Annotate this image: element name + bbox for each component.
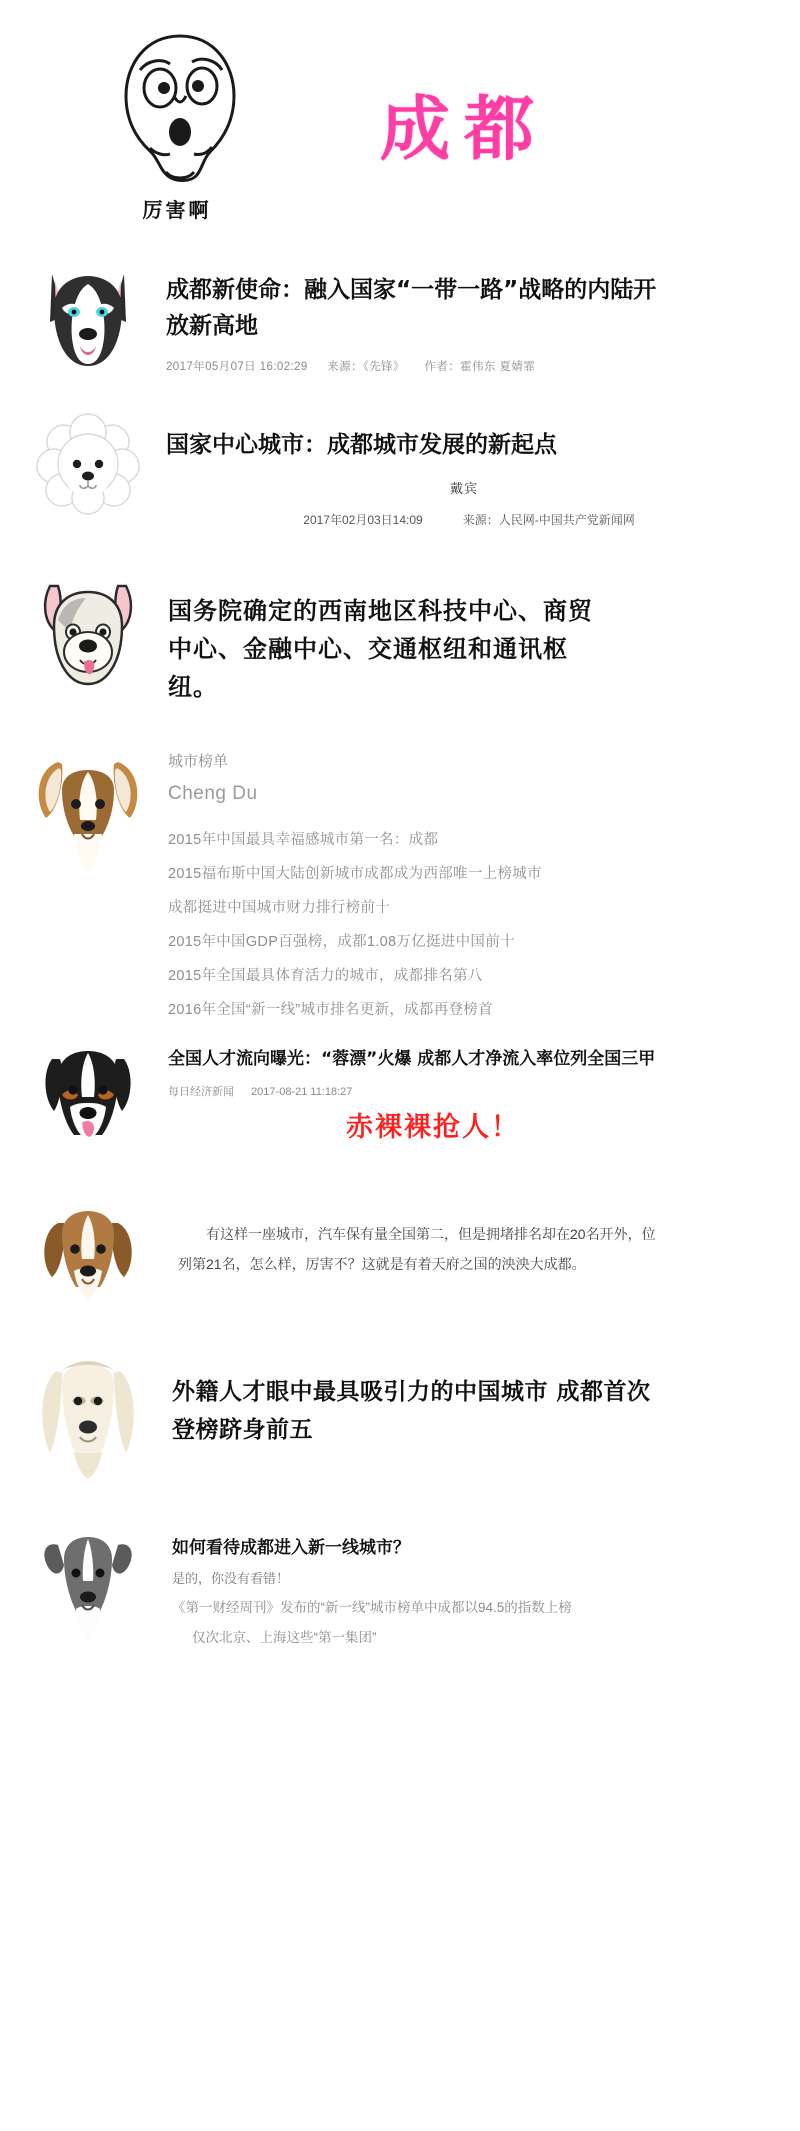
article-2-title: 国家中心城市：成都城市发展的新起点 — [166, 432, 557, 458]
husky-dog-illustration-icon — [28, 262, 148, 382]
article-1-body — [156, 258, 772, 374]
article-3 — [0, 574, 800, 706]
list-item: 2016年全国“新一线”城市排名更新，成都再登榜首 — [168, 1002, 493, 1018]
article-7-body — [156, 1353, 772, 1449]
afghan-hound-dog-illustration-icon — [28, 1353, 148, 1483]
article-8[interactable] — [0, 1523, 800, 1703]
surprised-face-meme-icon — [110, 30, 250, 200]
article-8-paragraph-2: 仅次北京、上海这些“第一集团” — [192, 1630, 377, 1645]
beagle-dog-illustration-icon — [28, 1197, 148, 1317]
list-item: 成都挺进中国城市财力排行榜前十 — [168, 900, 390, 916]
article-2-date: 2017年02月03日14:09 — [303, 513, 423, 527]
article-5-title: 全国人才流向曝光：“蓉漂”火爆 成都人才净流入率位列全国三甲 — [168, 1049, 656, 1069]
whippet-dog-illustration-icon — [28, 1523, 148, 1663]
article-5-meta — [168, 1083, 772, 1099]
french-bulldog-illustration-icon — [28, 574, 148, 704]
papillon-dog-illustration-icon — [28, 748, 148, 888]
article-1-meta — [166, 358, 772, 374]
article-7-title: 外籍人才眼中最具吸引力的中国城市 成都首次登榜跻身前五 — [172, 1379, 651, 1443]
article-1-author: 作者：霍伟东 夏婧霏 — [424, 361, 536, 373]
city-ranking-label: 城市榜单 — [168, 753, 229, 770]
article-2-meta — [166, 511, 772, 528]
article-7[interactable] — [0, 1353, 800, 1483]
article-2-author: 戴宾 — [449, 481, 478, 496]
face-caption: 厉害啊 — [142, 198, 212, 222]
article-2-body — [156, 406, 772, 528]
article-6 — [0, 1197, 800, 1317]
article-8-body — [156, 1523, 772, 1653]
article-4-body — [156, 748, 772, 1027]
list-item: 2015福布斯中国大陆创新城市成都成为西部唯一上榜城市 — [168, 866, 542, 882]
article-1-title: 成都新使命：融入国家“一带一路”战略的内陆开放新高地 — [166, 277, 657, 339]
page-title: 成都 — [380, 88, 548, 170]
article-1-source: 来源：《先锋》 — [327, 361, 405, 373]
article-5-body — [156, 1037, 772, 1144]
article-8-paragraph: 《第一财经周刊》发布的“新一线”城市榜单中成都以94.5的指数上榜 — [172, 1600, 572, 1615]
article-1[interactable] — [0, 258, 800, 382]
article-2[interactable] — [0, 406, 800, 528]
page-header — [0, 18, 800, 236]
article-8-subtitle: 是的，你没有看错！ — [172, 1571, 290, 1586]
article-6-body — [156, 1197, 772, 1279]
article-5-banner: 赤裸裸抢人！ — [346, 1112, 520, 1143]
bichon-frise-dog-illustration-icon — [28, 406, 148, 526]
article-2-source: 来源：人民网-中国共产党新闻网 — [462, 513, 635, 527]
bernese-mountain-dog-illustration-icon — [28, 1037, 148, 1167]
article-4 — [0, 748, 800, 1027]
article-5[interactable] — [0, 1037, 800, 1167]
list-item: 2015年中国最具幸福感城市第一名：成都 — [168, 832, 439, 848]
article-3-statement: 国务院确定的西南地区科技中心、商贸中心、金融中心、交通枢纽和通讯枢纽。 — [168, 597, 593, 701]
article-6-paragraph: 有这样一座城市，汽车保有量全国第二，但是拥堵排名却在20名开外，位列第21名，怎么样，厉害不？这就是有着天府之国的泱泱大成都。 — [178, 1226, 656, 1272]
article-5-date: 2017-08-21 11:18:27 — [251, 1086, 353, 1098]
article-3-body — [156, 574, 772, 706]
article-8-title: 如何看待成都进入新一线城市？ — [172, 1538, 410, 1558]
city-ranking-english: Cheng Du — [168, 783, 258, 804]
list-item: 2015年全国最具体育活力的城市，成都排名第八 — [168, 968, 483, 984]
article-5-source: 每日经济新闻 — [168, 1086, 234, 1098]
article-1-date: 2017年05月07日 16:02:29 — [166, 361, 308, 373]
list-item: 2015年中国GDP百强榜，成都1.08万亿挺进中国前十 — [168, 934, 515, 950]
